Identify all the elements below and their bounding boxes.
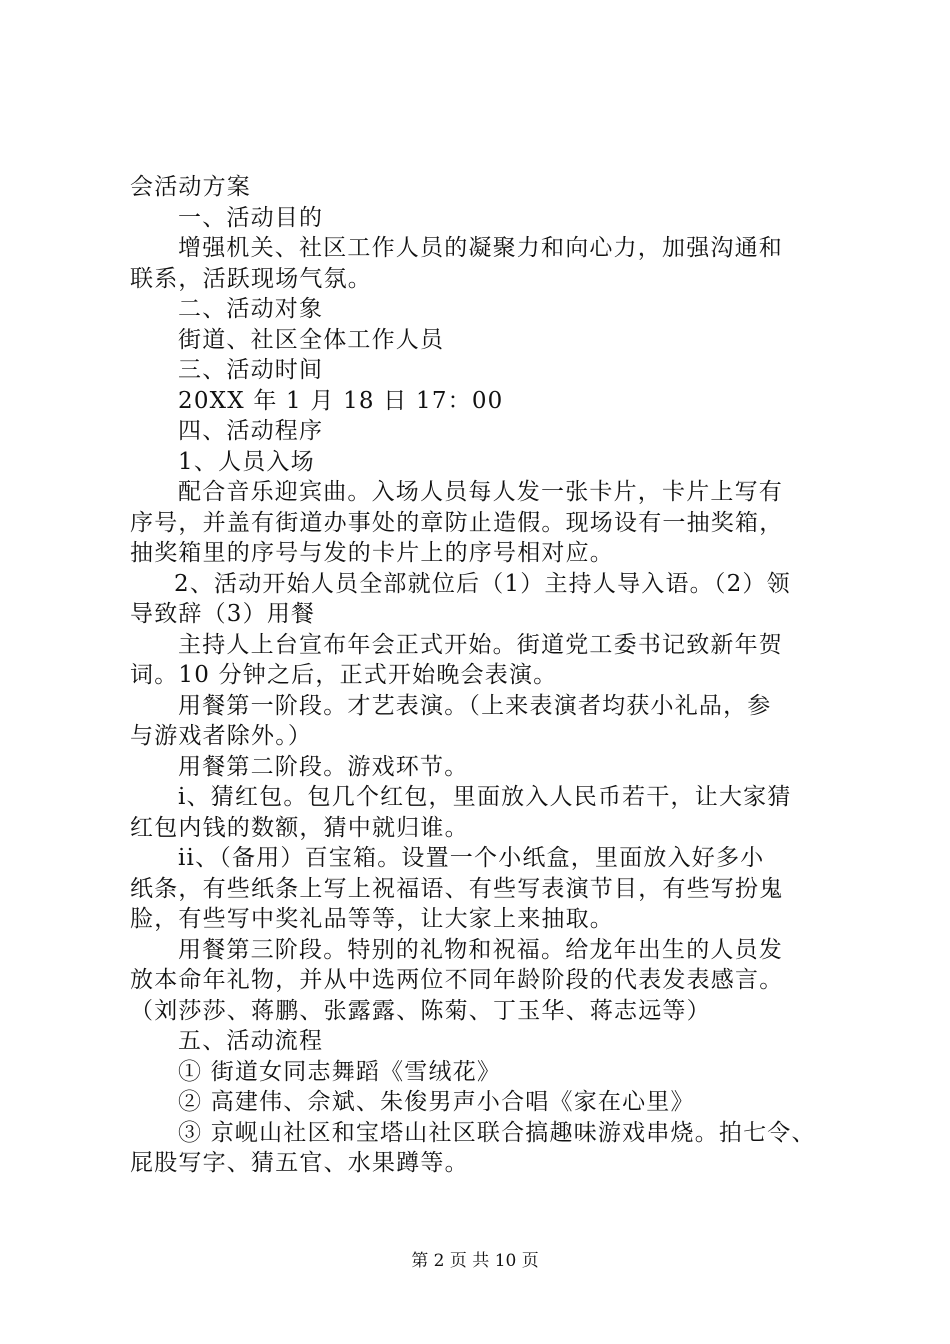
subsection-heading: 1、人员入场 [178, 448, 315, 475]
document-body [130, 172, 850, 1179]
text-line: 词。10 分钟之后，正式开始晚会表演。 [130, 662, 558, 688]
text-line: i、猜红包。包几个红包，里面放入人民币若干，让大家猜 [178, 784, 792, 810]
text-line: 主持人上台宣布年会正式开始。街道党工委书记致新年贺 [178, 631, 783, 658]
text-line: 会活动方案 [130, 174, 251, 200]
text-line: 纸条，有些纸条上写上祝福语、有些写表演节目，有些写扮鬼 [130, 875, 784, 902]
section-heading: 二、活动对象 [178, 296, 324, 322]
text-line: 20XX 年 1 月 18 日 17：00 [178, 387, 504, 414]
text-line: 用餐第三阶段。特别的礼物和祝福。给龙年出生的人员发 [178, 936, 783, 963]
section-heading: 五、活动流程 [178, 1028, 324, 1054]
section-heading: 四、活动程序 [178, 418, 324, 444]
text-line: 配合音乐迎宾曲。入场人员每人发一张卡片，卡片上写有 [178, 479, 783, 505]
subsection-heading: 2、活动开始人员全部就位后（1）主持人导入语。（2）领 [174, 570, 791, 597]
text-line: 增强机关、社区工作人员的凝聚力和向心力，加强沟通和 [178, 235, 783, 261]
text-line: 放本命年礼物，并从中选两位不同年龄阶段的代表发表感言。 [130, 967, 784, 993]
text-line: 用餐第二阶段。游戏环节。 [178, 753, 469, 780]
text-line: 脸，有些写中奖礼品等等，让大家上来抽取。 [130, 906, 614, 932]
text-line: ii、（备用）百宝箱。设置一个小纸盒，里面放入好多小 [178, 845, 765, 871]
list-item: ③ 京岘山社区和宝塔山社区联合搞趣味游戏串烧。拍七令、 [178, 1119, 816, 1146]
text-line: 屁股写字、猜五官、水果蹲等。 [130, 1150, 469, 1176]
text-line: 街道、社区全体工作人员 [178, 326, 445, 353]
list-item: ① 街道女同志舞蹈《雪绒花》 [178, 1058, 502, 1085]
page-footer: 第 2 页 共 10 页 [411, 1251, 539, 1271]
text-line: 联系，活跃现场气氛。 [130, 265, 372, 292]
text-line: 与游戏者除外。） [130, 723, 313, 749]
section-heading: 三、活动时间 [178, 357, 324, 383]
text-line: 序号，并盖有街道办事处的章防止造假。现场设有一抽奖箱， [130, 509, 784, 536]
text-line: 用餐第一阶段。才艺表演。（上来表演者均获小礼品，参 [178, 692, 772, 719]
list-item: ② 高建伟、佘斌、朱俊男声小合唱《家在心里》 [178, 1089, 695, 1115]
section-heading: 一、活动目的 [178, 204, 324, 231]
text-line: 导致辞（3）用餐 [130, 601, 316, 627]
text-line: 红包内钱的数额，猜中就归谁。 [130, 814, 469, 841]
text-line: （刘莎莎、蒋鹏、张露露、陈菊、丁玉华、蒋志远等） [130, 997, 711, 1024]
text-line: 抽奖箱里的序号与发的卡片上的序号相对应。 [130, 540, 614, 566]
